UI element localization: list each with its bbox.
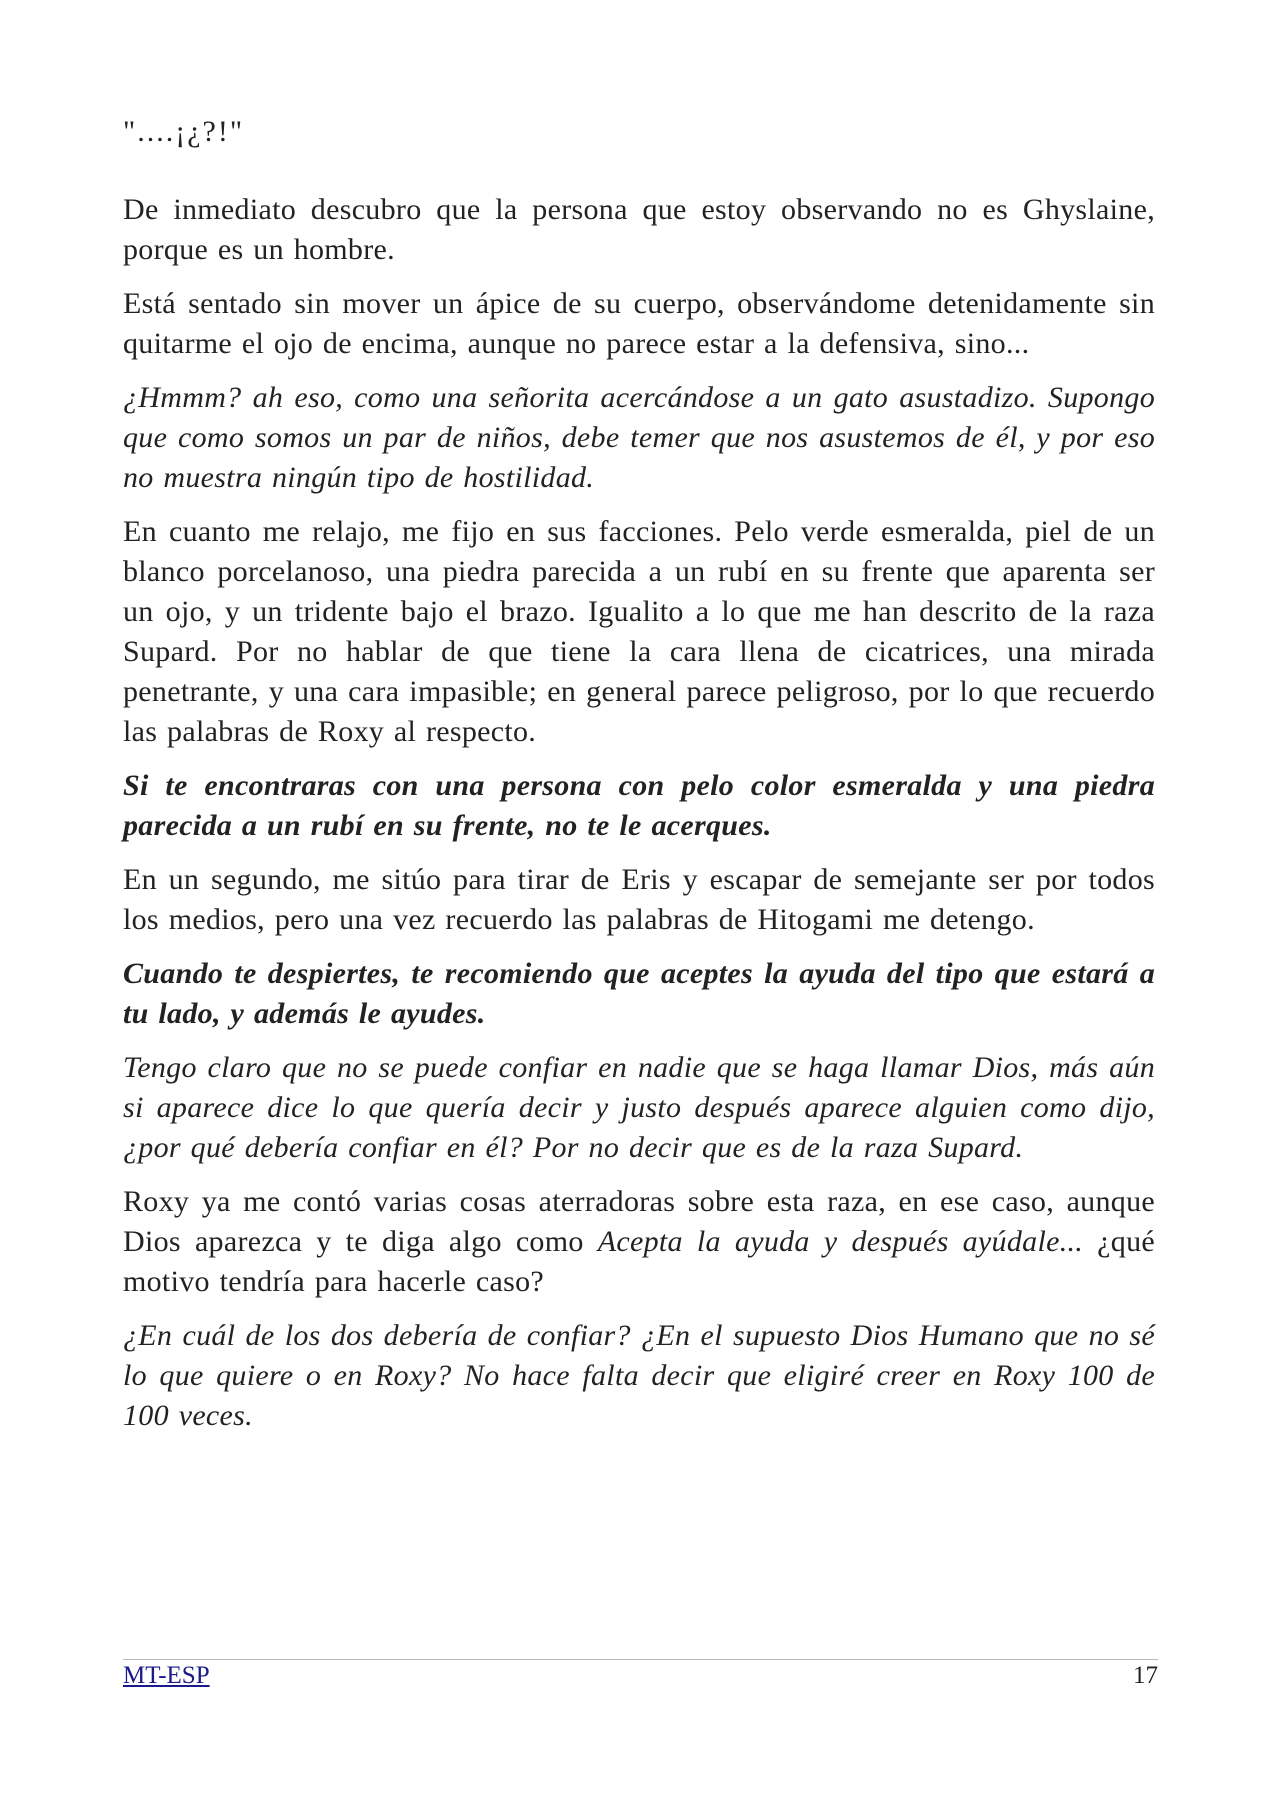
narration-paragraph: Está sentado sin mover un ápice de su cuerpo, observándome detenidamente sin quitarme el ojo de encima, aunque no parece estar a la defensiva, sino... <box>123 287 1155 360</box>
narration-text: Roxy ya me contó varias cosas aterradoras sobre esta raza, en ese caso, aunque Dios aparezca y te diga algo como <box>123 1185 1155 1258</box>
recalled-quote-paragraph: Cuando te despiertes, te recomiendo que aceptes la ayuda del tipo que estará a tu lado, y además le ayudes. <box>123 957 1155 1030</box>
page-number: 17 <box>1133 1662 1158 1689</box>
recalled-quote-paragraph: Si te encontraras con una persona con pelo color esmeralda y una piedra parecida a un rubí en su frente, no te le acerques. <box>123 769 1155 842</box>
inner-thought-paragraph: ¿Hmmm? ah eso, como una señorita acercándose a un gato asustadizo. Supongo que como somos un par de niños, debe temer que nos asustemos de él, y por eso no muestra ningún tipo de hostilidad. <box>123 381 1155 494</box>
italic-quote-text: Acepta la ayuda y después ayúdale... <box>597 1225 1084 1258</box>
narration-paragraph: En cuanto me relajo, me fijo en sus facciones. Pelo verde esmeralda, piel de un blanco porcelanoso, una piedra parecida a un rubí en su frente que aparenta ser un ojo, y un tridente bajo el brazo. Igualito a lo que me han descrito de la raza Supard. Por no hablar de que tiene la cara llena de cicatrices, una mirada penetrante, y una cara impasible; en general parece peligroso, por lo que recuerdo las palabras de Roxy al respecto. <box>123 515 1155 748</box>
mixed-narration-paragraph <box>123 1182 1155 1302</box>
opening-exclamation: "....¡¿?!" <box>123 115 245 148</box>
narration-paragraph: En un segundo, me sitúo para tirar de Eris y escapar de semejante ser por todos los medios, pero una vez recuerdo las palabras de Hitogami me detengo. <box>123 863 1155 936</box>
footer-site-link[interactable]: MT-ESP <box>123 1662 210 1689</box>
footer-divider <box>123 1659 1158 1660</box>
page-body <box>123 112 1155 1450</box>
narration-paragraph: De inmediato descubro que la persona que estoy observando no es Ghyslaine, porque es un hombre. <box>123 193 1155 266</box>
inner-thought-paragraph: Tengo claro que no se puede confiar en nadie que se haga llamar Dios, más aún si aparece dice lo que quería decir y justo después aparece alguien como dijo, ¿por qué debería confiar en él? Por no decir que es de la raza Supard. <box>123 1051 1155 1164</box>
inner-thought-paragraph: ¿En cuál de los dos debería de confiar? ¿En el supuesto Dios Humano que no sé lo que quiere o en Roxy? No hace falta decir que eligiré creer en Roxy 100 de 100 veces. <box>123 1319 1155 1432</box>
narration-text: ¿qué motivo tendría para hacerle caso? <box>123 1225 1155 1298</box>
